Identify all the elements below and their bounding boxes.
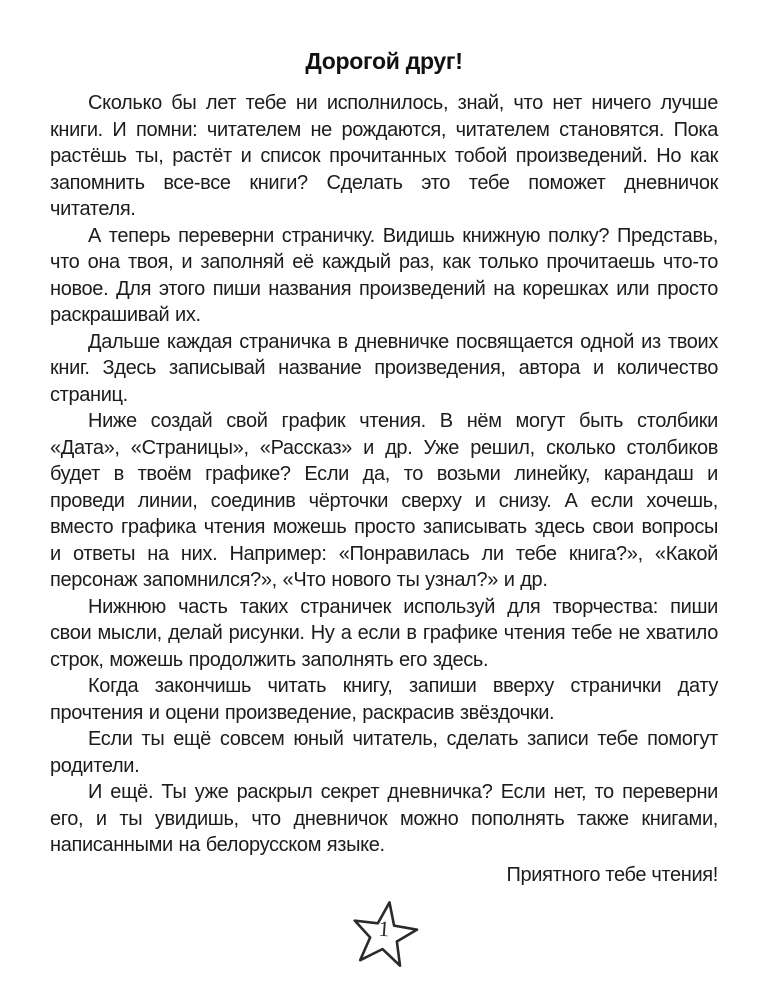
paragraph: Когда закончишь читать книгу, запиши вверху странички дату прочтения и оцени произведение, раскрасив звёздочки. (50, 675, 718, 724)
paragraph: Дальше каждая страничка в дневничке посвящается одной из твоих книг. Здесь записывай название произведения, автора и количество страниц. (50, 330, 718, 406)
paragraph: Нижнюю часть таких страничек используй для творчества: пиши свои мысли, делай рисунки. Ну а если в графике чтения тебе не хватило строк, можешь продолжить заполнять его здесь. (50, 595, 718, 671)
paragraph: Если ты ещё совсем юный читатель, сделать записи тебе помогут родители. (50, 728, 718, 777)
paragraph: Ниже создай свой график чтения. В нём могут быть столбики «Дата», «Страницы», «Рассказ» и др. Уже решил, сколько столбиков будет в твоём графике? Если да, то возьми линейку, карандаш и проведи линии, соединив чёрточки сверху и снизу. А если хочешь, вместо графика чтения можешь просто записывать здесь свои вопросы и ответы на них. Например: «Понравилась ли тебе книга?», «Какой персонаж запомнился?», «Что нового ты узнал?» и др. (50, 410, 718, 591)
body-text (50, 90, 718, 859)
paragraph: А теперь переверни страничку. Видишь книжную полку? Представь, что она твоя, и заполняй её каждый раз, как только прочитаешь что-то новое. Для этого пиши названия произведений на корешках или просто раскрашивай их. (50, 224, 718, 326)
page-number: 1 (377, 915, 391, 941)
page-title: Дорогой друг! (305, 48, 463, 74)
paragraph: И ещё. Ты уже раскрыл секрет дневничка? Если нет, то переверни его, и ты увидишь, что дневничок можно пополнять также книгами, написанными на белорусском языке. (50, 781, 718, 856)
text-block (50, 46, 718, 979)
page-number-area (50, 893, 718, 979)
closing-line: Приятного тебе чтения! (506, 863, 718, 886)
paragraph: Сколько бы лет тебе ни исполнилось, знай, что нет ничего лучше книги. И помни: читателем не рождаются, читателем становятся. Пока растёшь ты, растёт и список прочитанных тобой произведений. Но как запомнить все-все книги? Сделать это тебе поможет дневничок читателя. (50, 92, 718, 220)
